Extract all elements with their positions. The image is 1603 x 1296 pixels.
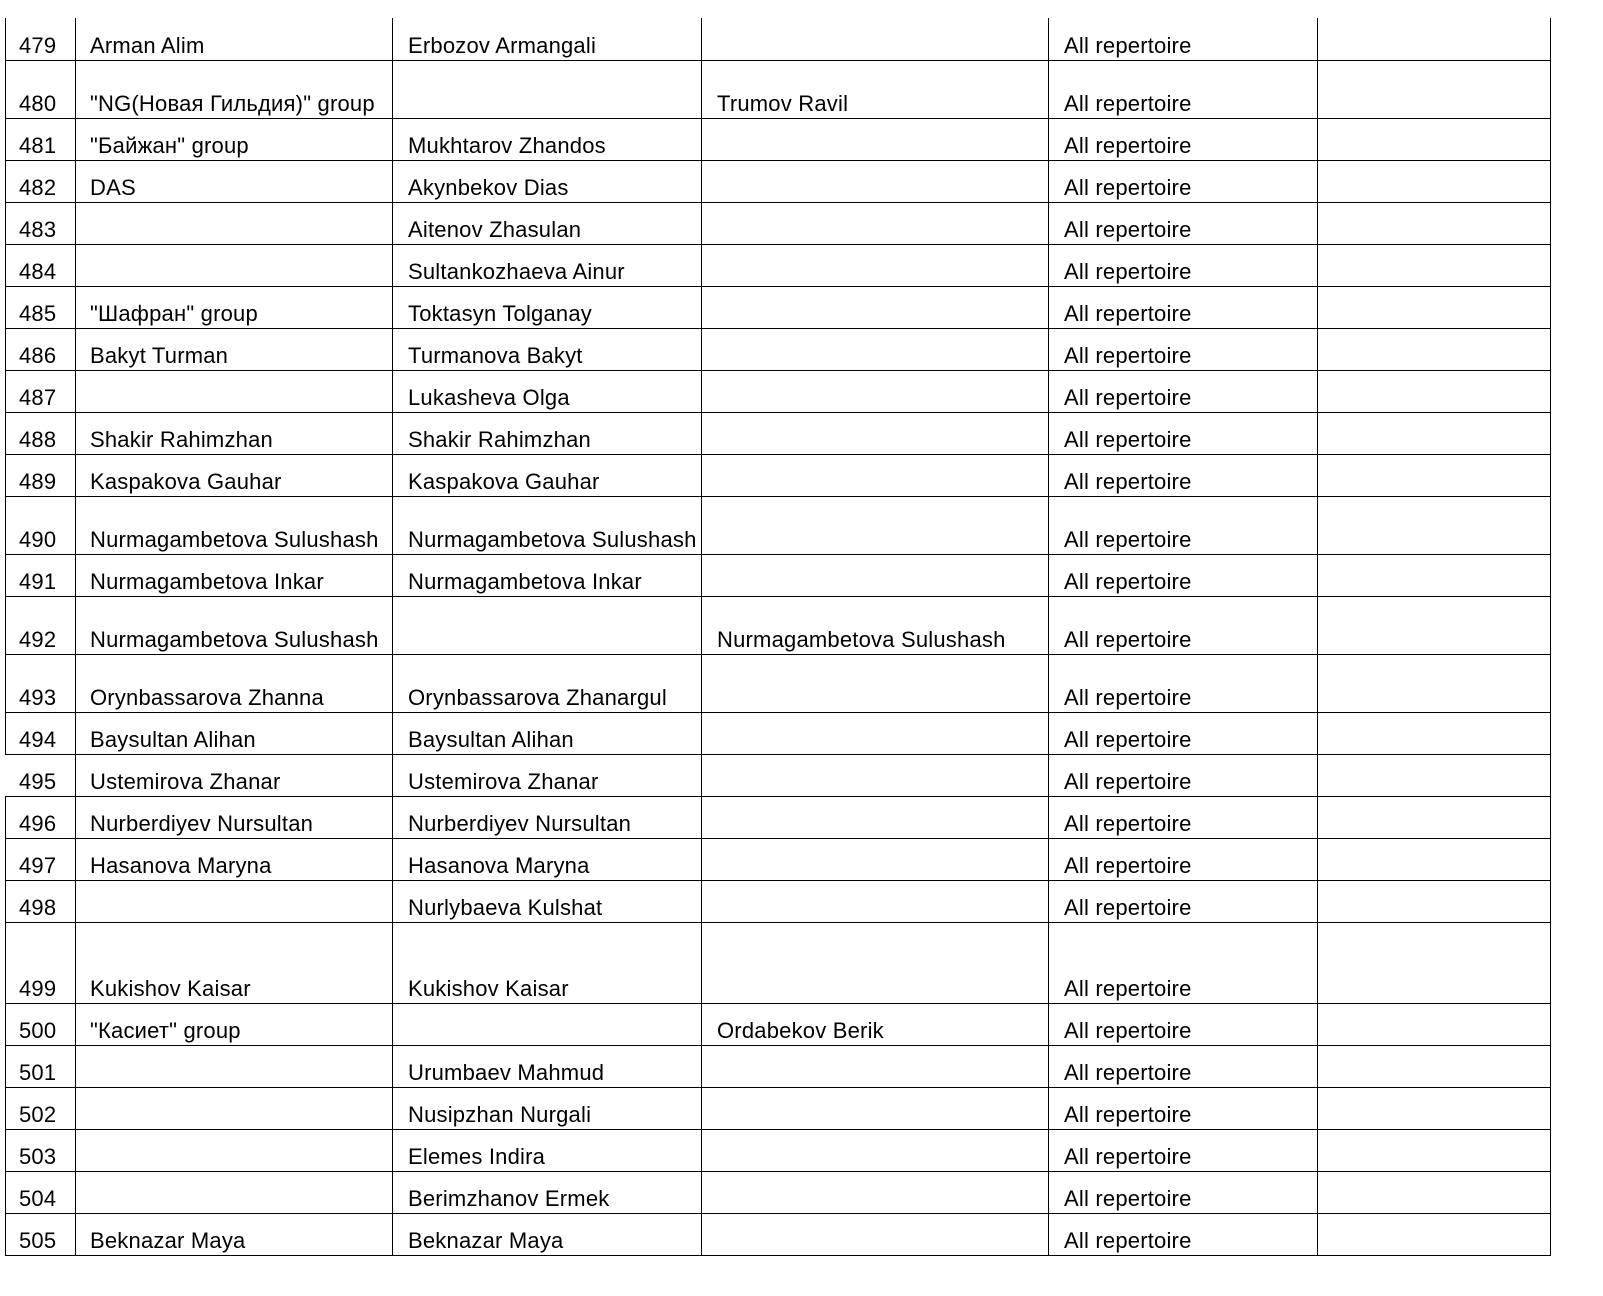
performer-cell: "NG(Новая Гильдия)" group bbox=[76, 60, 393, 118]
other-cell bbox=[702, 1129, 1049, 1171]
other-cell bbox=[702, 554, 1049, 596]
registry-body bbox=[6, 18, 1551, 1255]
performer-cell: Nurberdiyev Nursultan bbox=[76, 796, 393, 838]
note-cell bbox=[1318, 160, 1551, 202]
row-number: 502 bbox=[6, 1087, 76, 1129]
table-row bbox=[6, 496, 1551, 554]
table-row bbox=[6, 654, 1551, 712]
rights-cell: All repertoire bbox=[1049, 754, 1318, 796]
rights-cell: All repertoire bbox=[1049, 554, 1318, 596]
rights-cell: All repertoire bbox=[1049, 596, 1318, 654]
table-row bbox=[6, 754, 1551, 796]
table-row bbox=[6, 328, 1551, 370]
table-row bbox=[6, 244, 1551, 286]
note-cell bbox=[1318, 554, 1551, 596]
author-cell: Mukhtarov Zhandos bbox=[393, 118, 702, 160]
row-number: 493 bbox=[6, 654, 76, 712]
author-cell: Nusipzhan Nurgali bbox=[393, 1087, 702, 1129]
other-cell bbox=[702, 244, 1049, 286]
note-cell bbox=[1318, 1213, 1551, 1255]
row-number: 484 bbox=[6, 244, 76, 286]
table-row bbox=[6, 1129, 1551, 1171]
rights-cell: All repertoire bbox=[1049, 244, 1318, 286]
rights-cell: All repertoire bbox=[1049, 286, 1318, 328]
other-cell bbox=[702, 160, 1049, 202]
row-number: 501 bbox=[6, 1045, 76, 1087]
other-cell bbox=[702, 654, 1049, 712]
author-cell: Ustemirova Zhanar bbox=[393, 754, 702, 796]
table-row bbox=[6, 370, 1551, 412]
performer-cell bbox=[76, 880, 393, 922]
performer-cell: Nurmagambetova Inkar bbox=[76, 554, 393, 596]
note-cell bbox=[1318, 1087, 1551, 1129]
other-cell bbox=[702, 496, 1049, 554]
table-row bbox=[6, 1045, 1551, 1087]
performer-cell: Ustemirova Zhanar bbox=[76, 754, 393, 796]
rights-cell: All repertoire bbox=[1049, 1171, 1318, 1213]
author-cell: Erbozov Armangali bbox=[393, 18, 702, 60]
note-cell bbox=[1318, 60, 1551, 118]
row-number: 486 bbox=[6, 328, 76, 370]
note-cell bbox=[1318, 18, 1551, 60]
performer-cell bbox=[76, 1087, 393, 1129]
other-cell bbox=[702, 796, 1049, 838]
author-cell bbox=[393, 60, 702, 118]
performer-cell: "Байжан" group bbox=[76, 118, 393, 160]
table-row bbox=[6, 160, 1551, 202]
author-cell bbox=[393, 596, 702, 654]
other-cell bbox=[702, 202, 1049, 244]
table-row bbox=[6, 838, 1551, 880]
note-cell bbox=[1318, 412, 1551, 454]
row-number: 489 bbox=[6, 454, 76, 496]
author-cell: Kukishov Kaisar bbox=[393, 922, 702, 1003]
other-cell bbox=[702, 1087, 1049, 1129]
rights-cell: All repertoire bbox=[1049, 654, 1318, 712]
row-number: 488 bbox=[6, 412, 76, 454]
row-number: 481 bbox=[6, 118, 76, 160]
note-cell bbox=[1318, 454, 1551, 496]
row-number: 498 bbox=[6, 880, 76, 922]
table-row bbox=[6, 1213, 1551, 1255]
rights-cell: All repertoire bbox=[1049, 1087, 1318, 1129]
author-cell bbox=[393, 1003, 702, 1045]
table-row bbox=[6, 202, 1551, 244]
author-cell: Baysultan Alihan bbox=[393, 712, 702, 754]
row-number: 497 bbox=[6, 838, 76, 880]
author-cell: Orynbassarova Zhanargul bbox=[393, 654, 702, 712]
author-cell: Shakir Rahimzhan bbox=[393, 412, 702, 454]
row-number: 479 bbox=[6, 18, 76, 60]
other-cell bbox=[702, 712, 1049, 754]
note-cell bbox=[1318, 654, 1551, 712]
performer-cell: Shakir Rahimzhan bbox=[76, 412, 393, 454]
performer-cell: Arman Alim bbox=[76, 18, 393, 60]
note-cell bbox=[1318, 370, 1551, 412]
table-row bbox=[6, 922, 1551, 1003]
other-cell bbox=[702, 1171, 1049, 1213]
note-cell bbox=[1318, 1045, 1551, 1087]
rights-cell: All repertoire bbox=[1049, 1129, 1318, 1171]
other-cell bbox=[702, 286, 1049, 328]
table-row bbox=[6, 554, 1551, 596]
table-row bbox=[6, 60, 1551, 118]
performer-cell: Orynbassarova Zhanna bbox=[76, 654, 393, 712]
other-cell bbox=[702, 1045, 1049, 1087]
rights-cell: All repertoire bbox=[1049, 1003, 1318, 1045]
author-cell: Nurlybaeva Kulshat bbox=[393, 880, 702, 922]
row-number: 480 bbox=[6, 60, 76, 118]
row-number: 496 bbox=[6, 796, 76, 838]
rights-cell: All repertoire bbox=[1049, 496, 1318, 554]
rights-cell: All repertoire bbox=[1049, 1213, 1318, 1255]
row-number: 490 bbox=[6, 496, 76, 554]
rights-cell: All repertoire bbox=[1049, 328, 1318, 370]
row-number: 491 bbox=[6, 554, 76, 596]
other-cell bbox=[702, 412, 1049, 454]
other-cell bbox=[702, 1213, 1049, 1255]
rights-cell: All repertoire bbox=[1049, 1045, 1318, 1087]
performer-cell: "Касиет" group bbox=[76, 1003, 393, 1045]
author-cell: Aitenov Zhasulan bbox=[393, 202, 702, 244]
table-row bbox=[6, 454, 1551, 496]
performer-cell bbox=[76, 1129, 393, 1171]
author-cell: Kaspakova Gauhar bbox=[393, 454, 702, 496]
author-cell: Nurmagambetova Inkar bbox=[393, 554, 702, 596]
note-cell bbox=[1318, 244, 1551, 286]
rights-cell: All repertoire bbox=[1049, 60, 1318, 118]
note-cell bbox=[1318, 496, 1551, 554]
other-cell bbox=[702, 880, 1049, 922]
row-number: 483 bbox=[6, 202, 76, 244]
other-cell bbox=[702, 754, 1049, 796]
performer-cell: Bakyt Turman bbox=[76, 328, 393, 370]
author-cell: Sultankozhaeva Ainur bbox=[393, 244, 702, 286]
performer-cell: DAS bbox=[76, 160, 393, 202]
rights-cell: All repertoire bbox=[1049, 370, 1318, 412]
table-row bbox=[6, 596, 1551, 654]
author-cell: Elemes Indira bbox=[393, 1129, 702, 1171]
rights-cell: All repertoire bbox=[1049, 18, 1318, 60]
table-row bbox=[6, 880, 1551, 922]
note-cell bbox=[1318, 880, 1551, 922]
note-cell bbox=[1318, 202, 1551, 244]
other-cell bbox=[702, 118, 1049, 160]
note-cell bbox=[1318, 286, 1551, 328]
rights-cell: All repertoire bbox=[1049, 880, 1318, 922]
performer-cell: Hasanova Maryna bbox=[76, 838, 393, 880]
table-row bbox=[6, 1087, 1551, 1129]
other-cell bbox=[702, 454, 1049, 496]
other-cell bbox=[702, 328, 1049, 370]
note-cell bbox=[1318, 1171, 1551, 1213]
other-cell bbox=[702, 370, 1049, 412]
note-cell bbox=[1318, 596, 1551, 654]
note-cell bbox=[1318, 796, 1551, 838]
rights-cell: All repertoire bbox=[1049, 454, 1318, 496]
other-cell bbox=[702, 838, 1049, 880]
author-cell: Lukasheva Olga bbox=[393, 370, 702, 412]
rights-cell: All repertoire bbox=[1049, 202, 1318, 244]
row-number: 495 bbox=[6, 754, 76, 796]
performer-cell: Nurmagambetova Sulushash bbox=[76, 596, 393, 654]
note-cell bbox=[1318, 754, 1551, 796]
performer-cell: Kukishov Kaisar bbox=[76, 922, 393, 1003]
author-cell: Toktasyn Tolganay bbox=[393, 286, 702, 328]
note-cell bbox=[1318, 838, 1551, 880]
table-row bbox=[6, 712, 1551, 754]
other-cell bbox=[702, 922, 1049, 1003]
note-cell bbox=[1318, 712, 1551, 754]
row-number: 492 bbox=[6, 596, 76, 654]
note-cell bbox=[1318, 1129, 1551, 1171]
performer-cell bbox=[76, 202, 393, 244]
performer-cell bbox=[76, 370, 393, 412]
table-row bbox=[6, 1003, 1551, 1045]
rights-cell: All repertoire bbox=[1049, 712, 1318, 754]
row-number: 482 bbox=[6, 160, 76, 202]
table-row bbox=[6, 18, 1551, 60]
row-number: 505 bbox=[6, 1213, 76, 1255]
table-row bbox=[6, 286, 1551, 328]
rights-cell: All repertoire bbox=[1049, 412, 1318, 454]
rights-cell: All repertoire bbox=[1049, 796, 1318, 838]
other-cell: Ordabekov Berik bbox=[702, 1003, 1049, 1045]
other-cell bbox=[702, 18, 1049, 60]
row-number: 487 bbox=[6, 370, 76, 412]
author-cell: Urumbaev Mahmud bbox=[393, 1045, 702, 1087]
performer-cell: Nurmagambetova Sulushash bbox=[76, 496, 393, 554]
author-cell: Turmanova Bakyt bbox=[393, 328, 702, 370]
row-number: 500 bbox=[6, 1003, 76, 1045]
table-row bbox=[6, 118, 1551, 160]
rights-cell: All repertoire bbox=[1049, 118, 1318, 160]
performer-cell: "Шафран" group bbox=[76, 286, 393, 328]
other-cell: Trumov Ravil bbox=[702, 60, 1049, 118]
performer-cell: Beknazar Maya bbox=[76, 1213, 393, 1255]
author-cell: Berimzhanov Ermek bbox=[393, 1171, 702, 1213]
row-number: 499 bbox=[6, 922, 76, 1003]
author-cell: Nurberdiyev Nursultan bbox=[393, 796, 702, 838]
performer-cell: Kaspakova Gauhar bbox=[76, 454, 393, 496]
author-cell: Nurmagambetova Sulushash bbox=[393, 496, 702, 554]
author-cell: Beknazar Maya bbox=[393, 1213, 702, 1255]
note-cell bbox=[1318, 922, 1551, 1003]
table-row bbox=[6, 796, 1551, 838]
row-number: 504 bbox=[6, 1171, 76, 1213]
performer-cell bbox=[76, 244, 393, 286]
row-number: 494 bbox=[6, 712, 76, 754]
note-cell bbox=[1318, 328, 1551, 370]
row-number: 485 bbox=[6, 286, 76, 328]
author-cell: Hasanova Maryna bbox=[393, 838, 702, 880]
performer-cell bbox=[76, 1045, 393, 1087]
rights-cell: All repertoire bbox=[1049, 160, 1318, 202]
rights-cell: All repertoire bbox=[1049, 922, 1318, 1003]
registry-table bbox=[5, 18, 1551, 1256]
row-number: 503 bbox=[6, 1129, 76, 1171]
note-cell bbox=[1318, 118, 1551, 160]
table-row bbox=[6, 412, 1551, 454]
note-cell bbox=[1318, 1003, 1551, 1045]
author-cell: Akynbekov Dias bbox=[393, 160, 702, 202]
performer-cell: Baysultan Alihan bbox=[76, 712, 393, 754]
rights-cell: All repertoire bbox=[1049, 838, 1318, 880]
performer-cell bbox=[76, 1171, 393, 1213]
table-row bbox=[6, 1171, 1551, 1213]
other-cell: Nurmagambetova Sulushash bbox=[702, 596, 1049, 654]
